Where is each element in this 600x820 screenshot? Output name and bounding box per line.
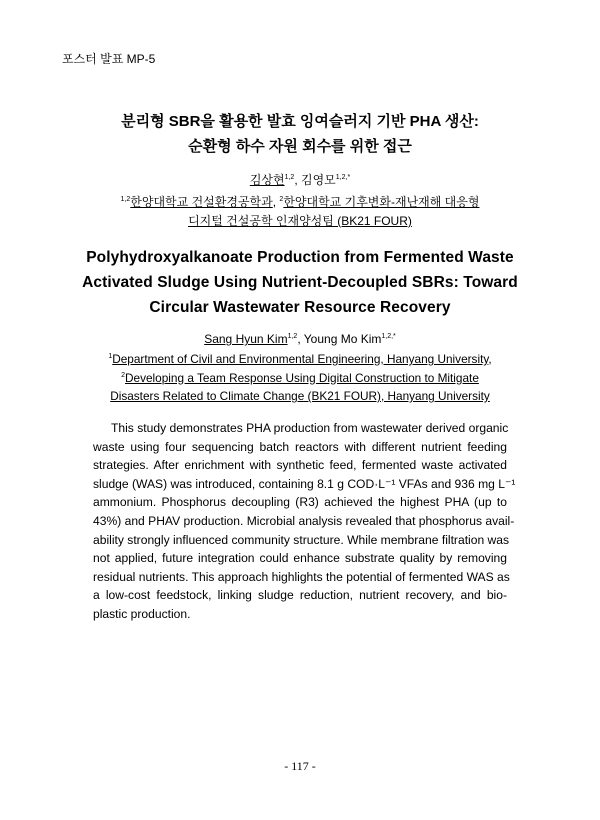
english-title-line-3: Circular Wastewater Resource Recovery [149,299,451,316]
english-affiliation-2-line-1: Developing a Team Response Using Digital Construction to Mitigate [125,370,479,385]
korean-title [0,109,600,159]
korean-author-1-affiliation: 1,2 [284,174,295,181]
english-author-1-affiliation: 1,2 [287,333,298,340]
english-author-2: Young Mo Kim [303,332,382,346]
english-aff1-sup: 1 [108,353,113,361]
korean-affiliation-2-line-2: 디지털 건설공학 인재양성팀 (BK21 FOUR) [188,214,412,228]
korean-affiliation-1: 한양대학교 건설환경공학과 [130,195,273,209]
korean-author-separator: , [294,173,301,187]
english-aff1-tail: , [488,352,492,366]
english-title-line-1: Polyhydroxyalkanoate Production from Fermented Waste [86,249,514,266]
english-affiliation-2-line-1-wrap [0,369,600,388]
abstract-line: waste using four sequencing batch reactors with different nutrient feeding [93,439,507,454]
abstract-line: sludge (WAS) was introduced, containing 8.1 g COD·L⁻¹ VFAs and 936 mg L⁻¹ [93,476,516,491]
abstract-line: ammonium. Phosphorus decoupling (R3) achieved the highest PHA (up to [93,495,507,510]
english-affiliation-1: Department of Civil and Environmental Engineering, Hanyang University [112,352,489,366]
korean-affiliation-line-1 [0,193,600,212]
korean-title-line-1: 분리형 SBR을 활용한 발효 잉여슬러지 기반 PHA 생산: [121,113,479,130]
korean-author-2: 김영모 [301,173,336,187]
korean-aff1-sup: 1,2 [120,196,131,203]
english-title-line-2: Activated Sludge Using Nutrient-Decoupled SBRs: Toward [82,274,518,291]
korean-authors [0,171,600,188]
abstract-line: not applied, future integration could enhance substrate quality by removing [93,551,507,566]
korean-author-1: 김상현 [249,173,285,187]
abstract-line: a low-cost feedstock, linking sludge reduction, nutrient recovery, and bio- [93,588,507,603]
english-affiliation-2-line-2: Disasters Related to Climate Change (BK21 FOUR), Hanyang University [110,389,490,403]
english-affiliations [0,350,600,406]
page-number: - 117 - [284,759,316,773]
korean-affiliations [0,193,600,231]
korean-aff-separator: , [272,195,280,209]
korean-title-line-2: 순환형 하수 자원 회수를 위한 접근 [188,138,412,155]
korean-aff2-sup: 2 [279,196,284,203]
abstract-line: plastic production. [93,606,191,621]
english-author-1: Sang Hyun Kim [204,332,288,346]
english-author-separator: , [297,332,304,346]
english-affiliation-1-line [0,350,600,369]
english-title [0,245,600,320]
abstract [93,419,516,624]
korean-affiliation-2-line-1: 한양대학교 기후변화-재난재해 대응형 [283,195,480,209]
english-aff2-sup: 2 [121,371,126,379]
abstract-line: strategies. After enrichment with synthetic feed, fermented waste activated [93,458,507,473]
abstract-line: ability strongly influenced community structure. While membrane filtration was [93,532,510,547]
korean-author-2-affiliation: 1,2,* [335,174,351,181]
english-author-2-affiliation: 1,2,* [381,333,396,340]
session-label: 포스터 발표 MP-5 [62,52,156,66]
abstract-line: residual nutrients. This approach highlights the potential of fermented WAS as [93,569,510,584]
abstract-line: This study demonstrates PHA production from wastewater derived organic [111,421,509,435]
abstract-line: 43%) and PHAV production. Microbial analysis revealed that phosphorus avail- [93,513,515,528]
english-authors [0,332,600,346]
